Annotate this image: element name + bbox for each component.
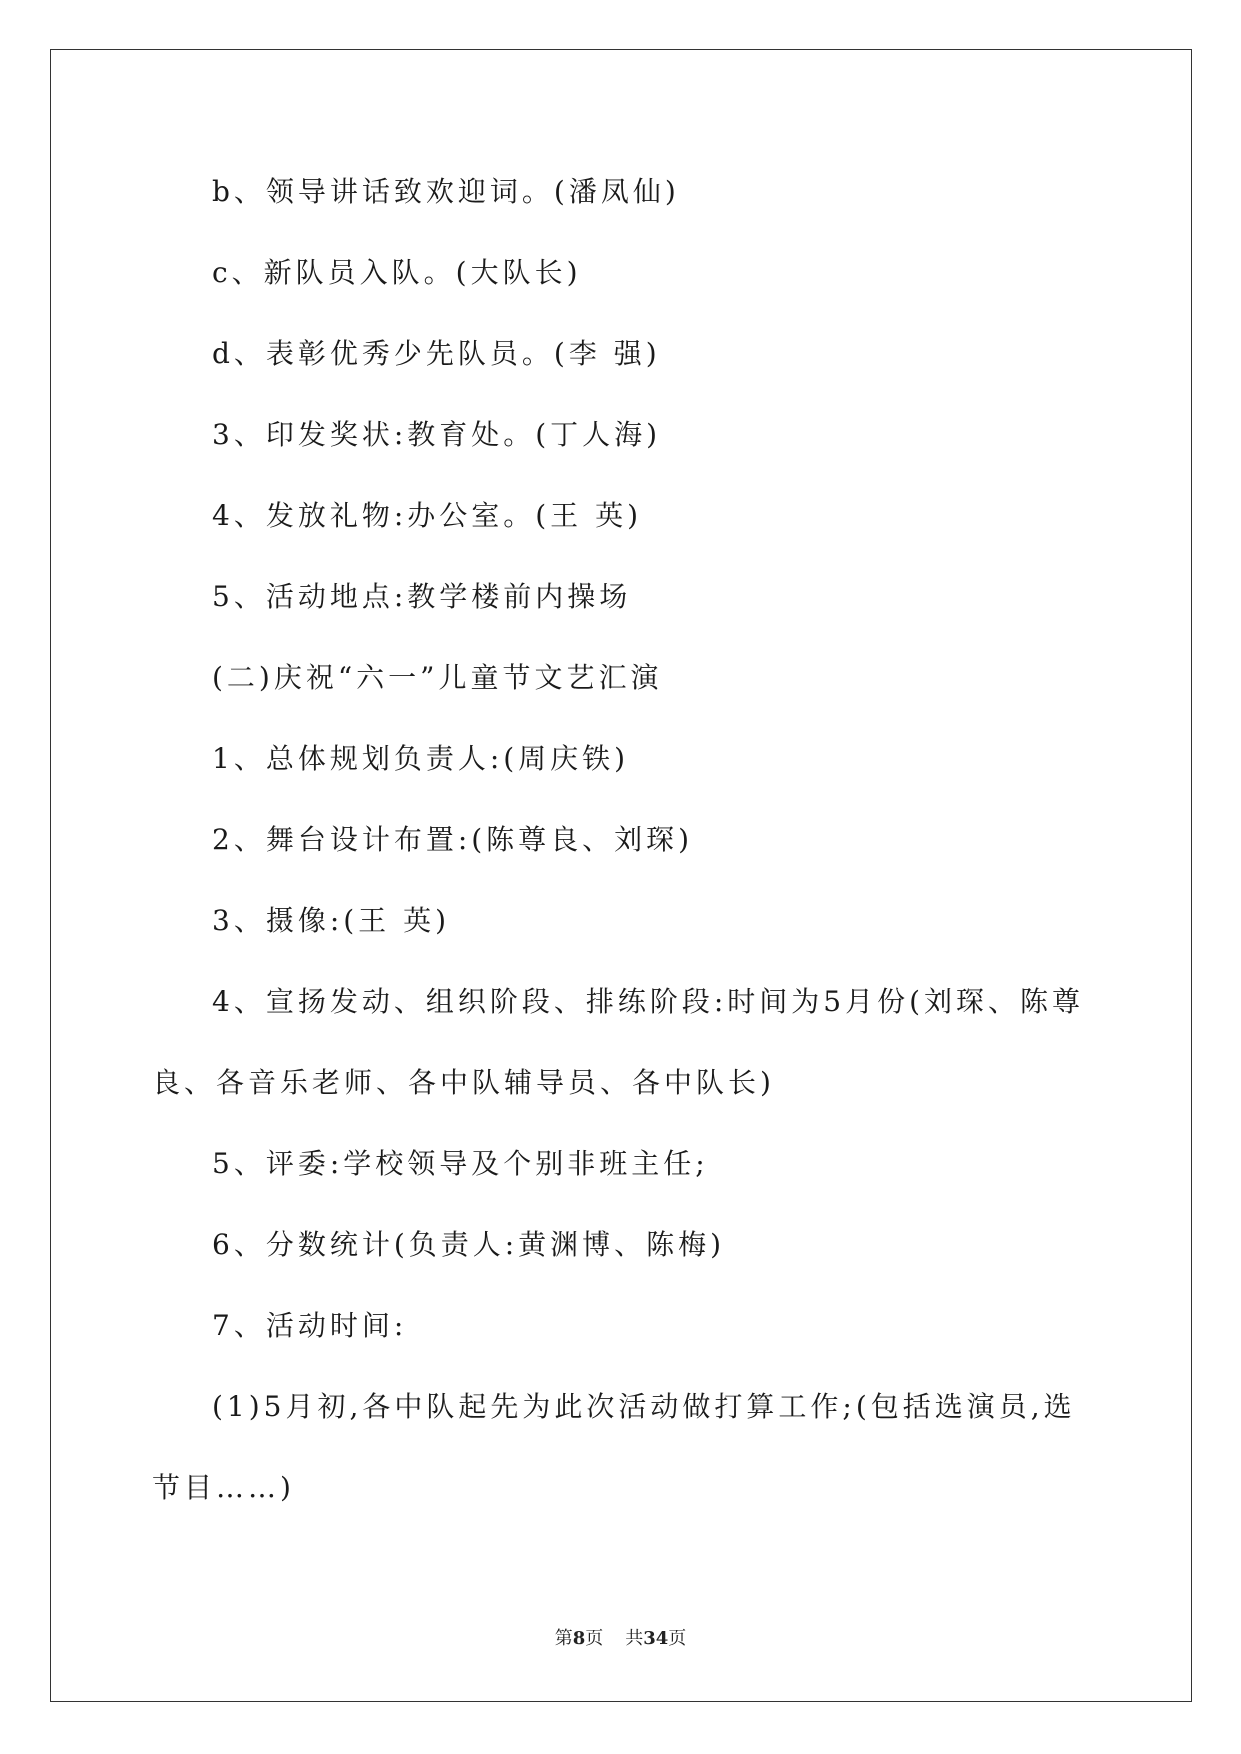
footer-page-unit: 页 [585,1628,604,1649]
text-line-continued: 节目……) [152,1471,295,1504]
text-line: 6、分数统计(负责人:黄渊博、陈梅) [212,1228,726,1261]
total-pages: 34 [643,1628,669,1649]
text-line: 5、活动地点:教学楼前内操场 [212,580,632,613]
footer-prefix: 第 [554,1628,573,1649]
text-line: 3、印发奖状:教育处。(丁人海) [212,418,662,451]
text-line: 2、舞台设计布置:(陈尊良、刘琛) [212,823,694,856]
text-line: 1、总体规划负责人:(周庆铁) [212,742,630,775]
page-frame [50,49,1192,1702]
text-line: 7、活动时间: [212,1309,408,1342]
page-footer [0,1626,1241,1652]
section-heading: (二)庆祝“六一”儿童节文艺汇演 [212,661,663,694]
text-line-continued: 良、各音乐老师、各中队辅导员、各中队长) [152,1066,775,1099]
text-line: c、新队员入队。(大队长) [212,256,582,289]
text-line: (1)5月初,各中队起先为此次活动做打算工作;(包括选演员,选 [212,1390,1076,1423]
text-line: 4、宣扬发动、组织阶段、排练阶段:时间为5月份(刘琛、陈尊 [212,985,1084,1018]
text-line: 3、摄像:(王 英) [212,904,450,937]
text-line: b、领导讲话致欢迎词。(潘凤仙) [212,175,680,208]
footer-total-unit: 页 [668,1628,687,1649]
text-line: 5、评委:学校领导及个别非班主任; [212,1147,709,1180]
page-number: 8 [572,1628,586,1649]
text-line: 4、发放礼物:办公室。(王 英) [212,499,642,532]
text-line: d、表彰优秀少先队员。(李 强) [212,337,661,370]
footer-total-prefix: 共 [625,1628,644,1649]
